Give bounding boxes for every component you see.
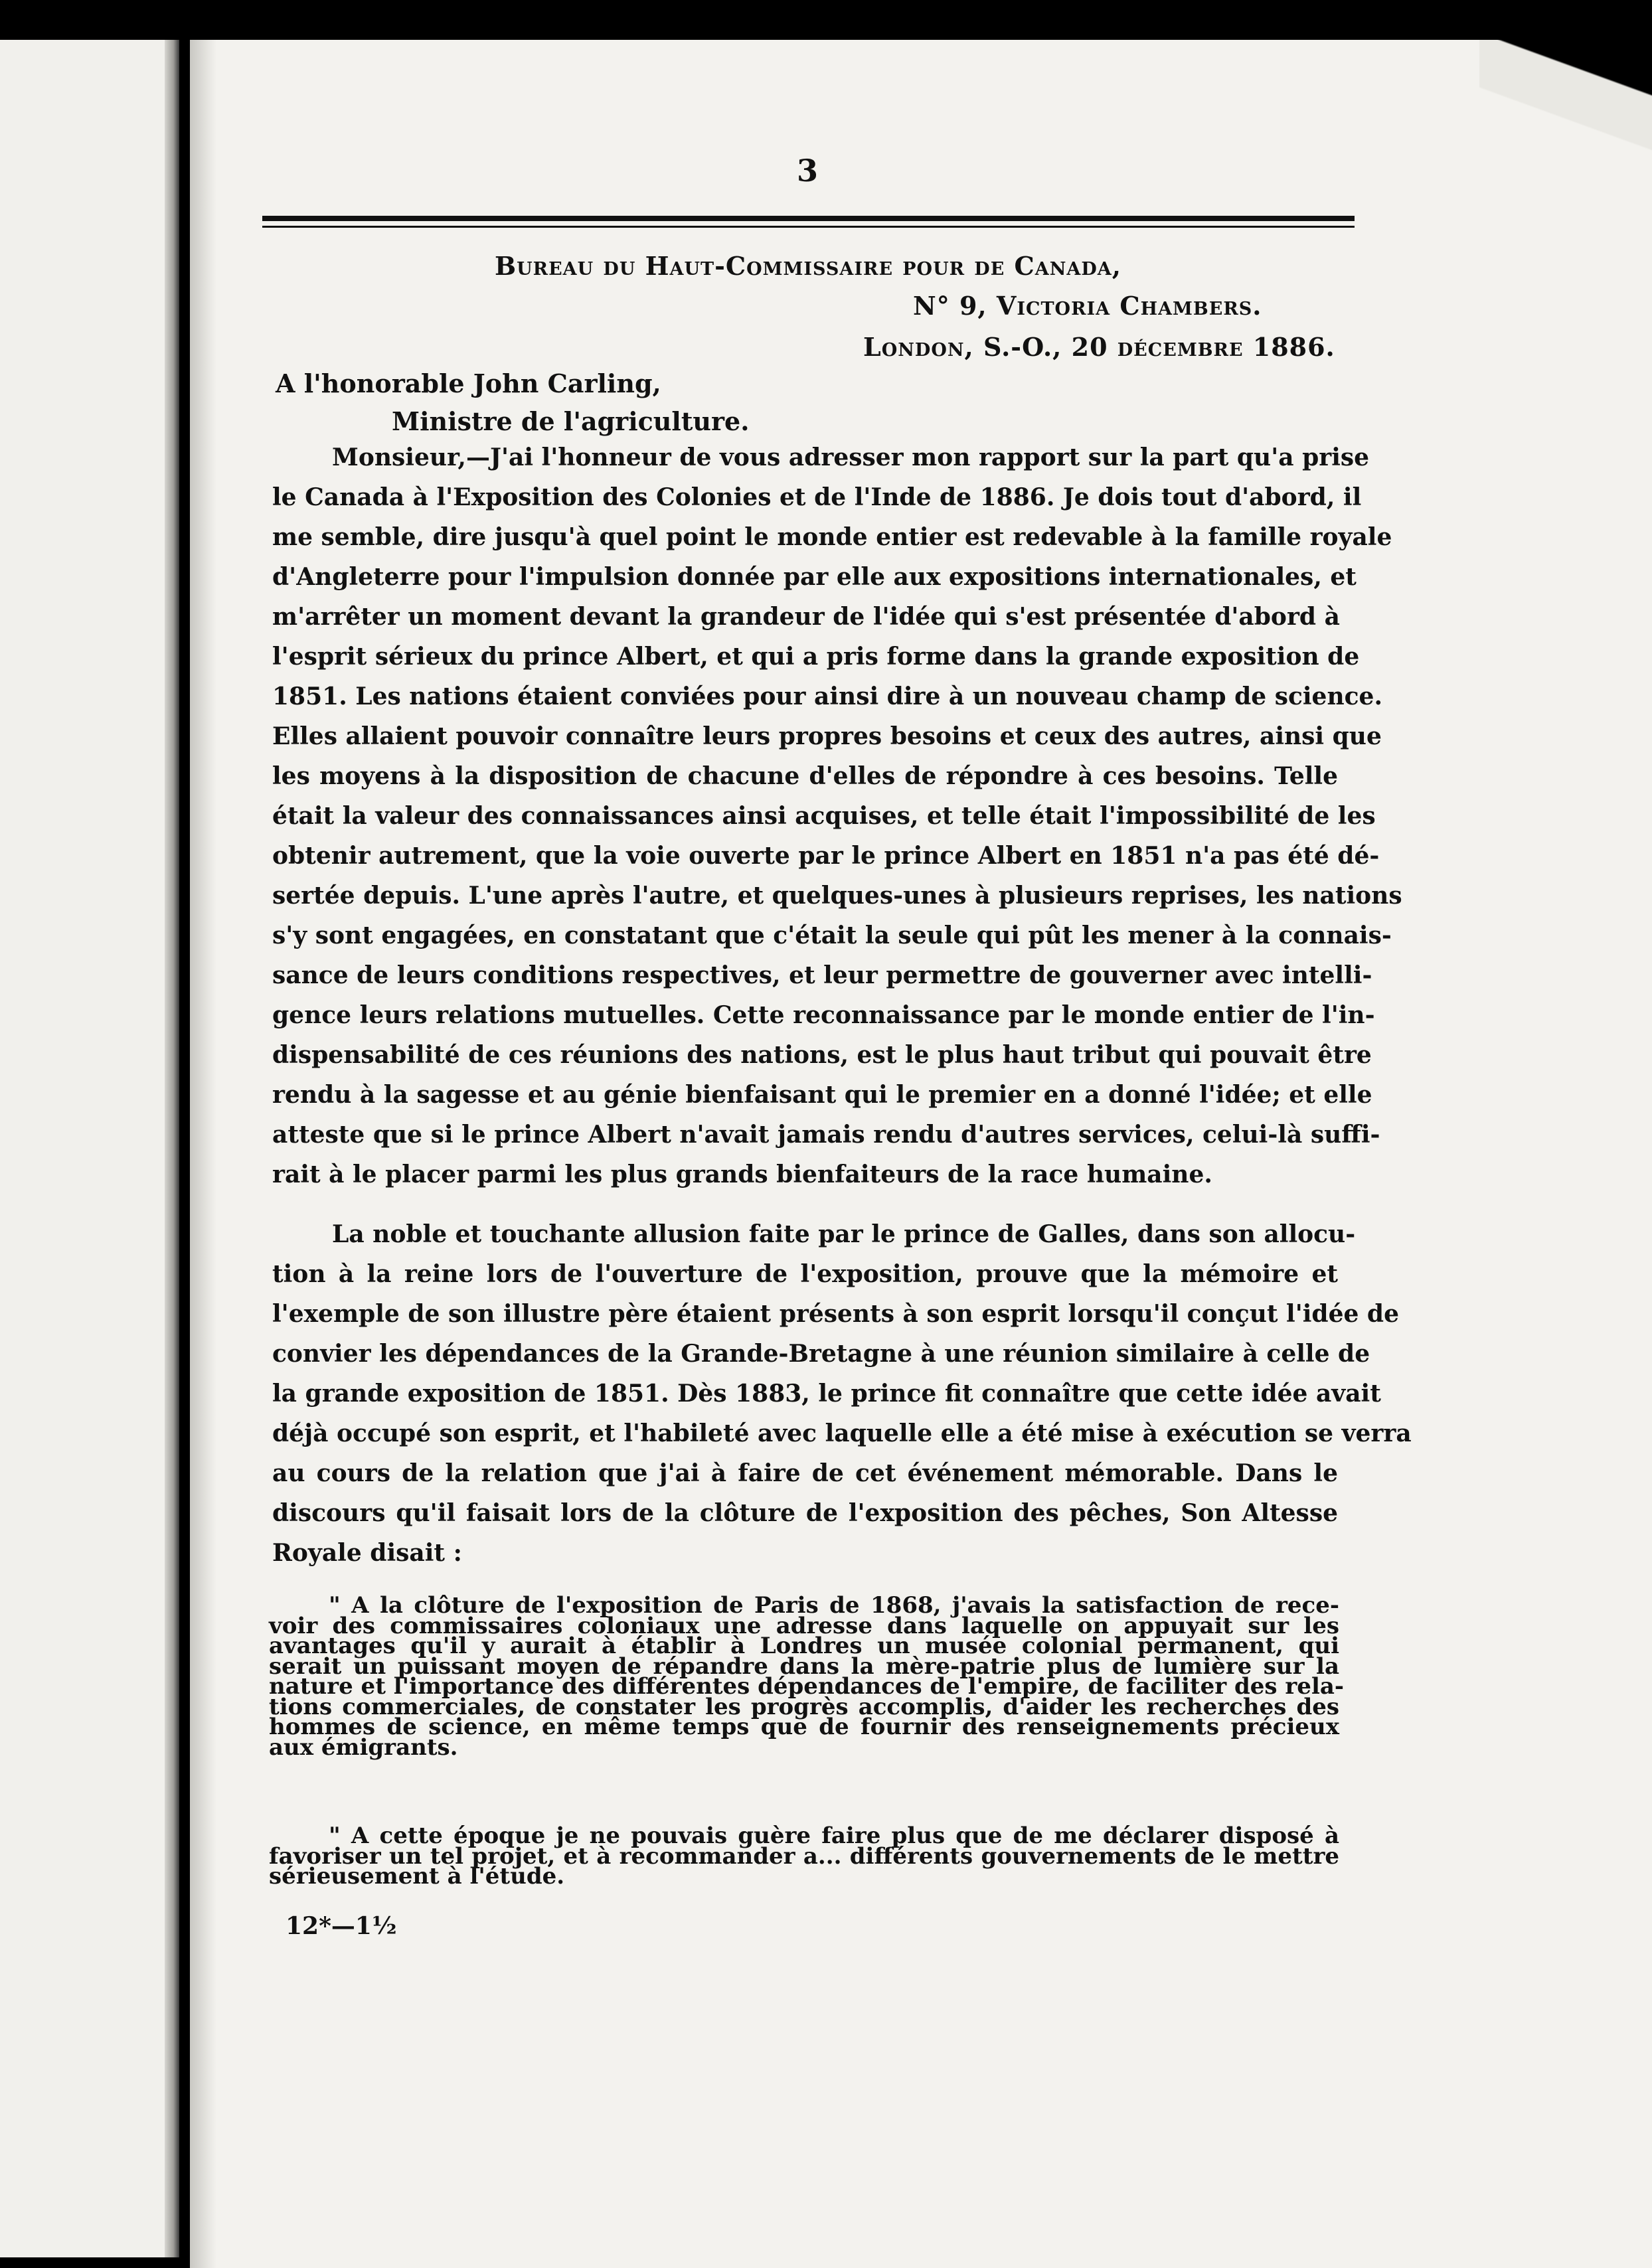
paragraph1-line: m'arrêter un moment devant la grandeur de l'idée qui s'est présentée d'abord à [272, 603, 1340, 631]
paragraph1-line: obtenir autrement, que la voie ouverte par le prince Albert en 1851 n'a pas été dé- [272, 842, 1380, 870]
page-corner-fold [1479, 40, 1652, 159]
quote1-line: hommes de science, en même temps que de fournir des renseignements précieux [269, 1714, 1339, 1740]
paragraph2-line: l'exemple de son illustre père étaient présents à son esprit lorsqu'il conçut l'idée de [272, 1300, 1400, 1328]
paragraph1-line: le Canada à l'Exposition des Colonies et de l'Inde de 1886. Je dois tout d'abord, il [272, 483, 1362, 511]
paragraph2-line: tion à la reine lors de l'ouverture de l'exposition, prouve que la mémoire et [272, 1260, 1338, 1288]
page-number: 3 [797, 153, 819, 189]
paragraph1-line: 1851. Les nations étaient conviées pour ainsi dire à un nouveau champ de science. [272, 683, 1382, 710]
paragraph1-line: rendu à la sagesse et au génie bienfaisant qui le premier en a donné l'idée; et elle [272, 1081, 1372, 1109]
paragraph1-line: était la valeur des connaissances ainsi acquises, et telle était l'impossibilité de les [272, 802, 1376, 830]
quote1-line: nature et l'importance des différentes dépendances de l'empire, de faciliter des rela- [269, 1673, 1345, 1700]
quote2-line: " A cette époque je ne pouvais guère faire plus que de me déclarer disposé à [329, 1822, 1339, 1849]
paragraph1-line: s'y sont engagées, en constatant que c'était la seule qui pût les mener à la connais- [272, 922, 1392, 949]
paragraph1-line: atteste que si le prince Albert n'avait jamais rendu d'autres services, celui-là suffi- [272, 1121, 1380, 1149]
paragraph2-line: La noble et touchante allusion faite par le prince de Galles, dans son allocu- [332, 1220, 1356, 1248]
paragraph2-line: déjà occupé son esprit, et l'habileté avec laquelle elle a été mise à exécution se verra [272, 1419, 1412, 1447]
paragraph1-line: me semble, dire jusqu'à quel point le monde entier est redevable à la famille royale [272, 523, 1392, 551]
paragraph1-line: l'esprit sérieux du prince Albert, et qui a pris forme dans la grande exposition de [272, 643, 1360, 671]
previous-page-edge [0, 40, 179, 2257]
paragraph1-line: sertée depuis. L'une après l'autre, et quelques-unes à plusieurs reprises, les nations [272, 882, 1402, 910]
paragraph1-line: Monsieur,—J'ai l'honneur de vous adresser mon rapport sur la part qu'a prise [332, 444, 1370, 471]
paragraph1-line: rait à le placer parmi les plus grands bienfaiteurs de la race humaine. [272, 1161, 1212, 1188]
addressee-line-1: A l'honorable John Carling, [276, 368, 661, 398]
paragraph1-line: d'Angleterre pour l'impulsion donnée par elle aux expositions internationales, et [272, 563, 1357, 591]
header-rule-thin [262, 226, 1355, 228]
quote1-line: tions commerciales, de constater les progrès accomplis, d'aider les recherches des [269, 1693, 1339, 1720]
quote1-line: aux émigrants. [269, 1734, 458, 1761]
quote2-line: favoriser un tel projet, et à recommander a... différents gouvernements de le mettre [269, 1842, 1339, 1870]
paragraph2-line: convier les dépendances de la Grande-Bretagne à une réunion similaire à celle de [272, 1340, 1370, 1368]
paragraph1-line: dispensabilité de ces réunions des nations, est le plus haut tribut qui pouvait être [272, 1041, 1372, 1069]
paragraph1-line: Elles allaient pouvoir connaître leurs propres besoins et ceux des autres, ainsi que [272, 722, 1382, 750]
header-rule-thick [262, 216, 1355, 221]
signature-mark: 12*—1½ [286, 1912, 397, 1940]
header-line-3: London, S.-O., 20 décembre 1886. [863, 332, 1335, 362]
header-line-1: Bureau du Haut-Commissaire pour de Canada, [495, 251, 1121, 281]
header-line-2: N° 9, Victoria Chambers. [913, 291, 1262, 321]
paragraph1-line: les moyens à la disposition de chacune d'elles de répondre à ces besoins. Telle [272, 762, 1338, 790]
paragraph2-line: discours qu'il faisait lors de la clôture de l'exposition des pêches, Son Altesse [272, 1499, 1338, 1527]
paragraph1-line: sance de leurs conditions respectives, et leur permettre de gouverner avec intelli- [272, 961, 1372, 989]
paragraph2-line: Royale disait : [272, 1539, 462, 1567]
paragraph2-line: au cours de la relation que j'ai à faire de cet événement mémorable. Dans le [272, 1459, 1338, 1487]
paragraph2-line: la grande exposition de 1851. Dès 1883, le prince fit connaître que cette idée avait [272, 1380, 1381, 1408]
quote1-line: serait un puissant moyen de répandre dans la mère-patrie plus de lumière sur la [269, 1653, 1339, 1680]
quote1-line: voir des commissaires coloniaux une adresse dans laquelle on appuyait sur les [269, 1612, 1339, 1639]
quote1-line: " A la clôture de l'exposition de Paris de 1868, j'avais la satisfaction de rece- [329, 1592, 1339, 1619]
quote1-line: avantages qu'il y aurait à établir à Londres un musée colonial permanent, qui [269, 1633, 1339, 1659]
quote2-line: sérieusement à l'étude. [269, 1863, 565, 1890]
paragraph1-line: gence leurs relations mutuelles. Cette reconnaissance par le monde entier de l'in- [272, 1001, 1375, 1029]
addressee-line-2: Ministre de l'agriculture. [392, 406, 750, 436]
